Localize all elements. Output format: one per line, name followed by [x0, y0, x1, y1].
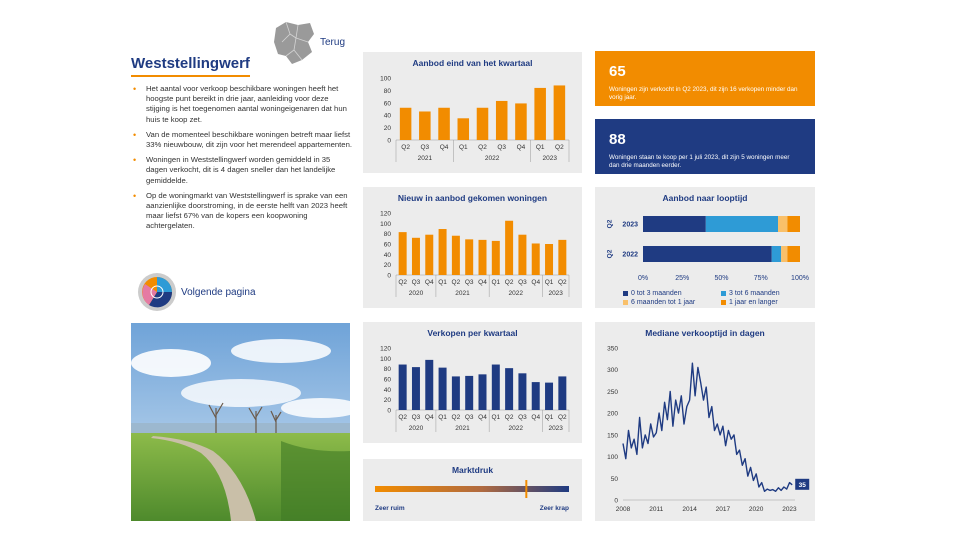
next-page-icon[interactable] [137, 272, 177, 312]
gauge-marker [525, 480, 527, 498]
x-tick-label: Q2 [398, 279, 407, 286]
insight-item: • Op de woningmarkt van Weststellingwerf is sprake van een aanzienlijke doorstroming, in de eerste helft van 2023 heeft maar liefst 67% van de kopers een koopwoning achtergelaten. [131, 191, 353, 232]
bar [412, 238, 420, 275]
y-tick-label: 60 [383, 100, 391, 108]
series-line [623, 363, 792, 491]
x-tick-label: Q1 [438, 279, 447, 286]
panel-aanbod [363, 52, 582, 173]
chart-title: Aanbod eind van het kwartaal [412, 58, 533, 68]
year-label: 2022 [508, 290, 524, 297]
y-tick-label: 40 [383, 112, 391, 120]
y-tick-label: 20 [383, 262, 391, 270]
bar [518, 235, 526, 275]
bar [545, 383, 553, 410]
bar [479, 374, 487, 410]
x-tick-label: Q3 [411, 279, 421, 286]
category-label: 2023 [622, 221, 638, 229]
chart-verkopen [363, 322, 582, 443]
bar [518, 373, 526, 410]
x-tick-label: Q4 [439, 144, 449, 151]
year-label: 2021 [455, 425, 470, 432]
x-tick-label: 2011 [649, 506, 664, 513]
y-tick-label: 0 [387, 407, 391, 415]
x-tick-label: Q2 [451, 279, 461, 286]
legend-item [721, 299, 778, 306]
panel-mediaan [595, 322, 815, 521]
chart-nieuw [363, 187, 582, 308]
bar [465, 239, 473, 275]
x-tick-label: Q2 [451, 414, 461, 421]
x-tick-label: Q2 [504, 279, 514, 286]
panel-looptijd [595, 187, 815, 308]
x-tick-label: Q3 [411, 414, 421, 421]
legend-item [623, 299, 695, 306]
y-tick-label: 80 [383, 366, 391, 374]
bar [400, 108, 412, 140]
kpi-value: 88 [609, 131, 626, 148]
x-tick-label: Q4 [478, 414, 487, 421]
x-tick-label: Q2 [398, 414, 407, 421]
y-tick-label: 60 [383, 241, 391, 249]
x-tick-label: Q3 [497, 144, 507, 151]
year-label: 2021 [417, 155, 433, 162]
bar [425, 360, 433, 410]
bar-segment [643, 216, 706, 232]
x-tick-label: Q4 [424, 279, 434, 286]
kpi-for-sale [595, 119, 815, 174]
region-title: Weststellingwerf [131, 55, 250, 72]
bar [554, 85, 566, 140]
y-tick-label: 300 [607, 367, 618, 375]
chart-title: Verkopen per kwartaal [427, 328, 518, 338]
x-tick-label: 2020 [748, 506, 764, 513]
x-tick-label: Q1 [535, 144, 545, 151]
next-page-link[interactable]: Volgende pagina [181, 287, 256, 298]
y-tick-label: 100 [380, 355, 391, 363]
bar-segment [706, 216, 778, 232]
category-prefix: Q2 [606, 249, 614, 259]
gauge-max-label: Zeer krap [539, 505, 569, 512]
bar-segment [772, 246, 781, 262]
year-label: 2023 [542, 155, 558, 162]
y-tick-label: 200 [607, 410, 618, 418]
bar [458, 118, 470, 140]
x-tick-label: 2017 [715, 506, 731, 513]
chart-marktdruk [363, 459, 582, 521]
y-tick-label: 120 [380, 345, 391, 353]
x-tick-label: Q1 [438, 414, 447, 421]
x-tick-label: Q4 [478, 279, 487, 286]
panel-nieuw [363, 187, 582, 308]
legend-label: 0 tot 3 maanden [631, 290, 682, 297]
x-tick-label: Q2 [478, 144, 487, 151]
y-tick-label: 100 [380, 75, 391, 83]
bar [505, 221, 513, 275]
x-tick-label: Q1 [491, 414, 501, 421]
x-tick-label: Q3 [518, 414, 527, 421]
y-tick-label: 40 [383, 251, 391, 259]
x-tick-label: Q3 [464, 279, 474, 286]
y-tick-label: 100 [380, 220, 391, 228]
x-tick-label: Q4 [531, 414, 541, 421]
bar [477, 108, 489, 140]
x-tick-label: Q1 [491, 279, 501, 286]
x-tick-label: Q4 [424, 414, 434, 421]
bar [492, 365, 500, 410]
x-tick-label: 2014 [682, 506, 697, 513]
bar [452, 376, 460, 410]
region-map-icon[interactable] [272, 20, 318, 66]
chart-title: Aanbod naar looptijd [662, 193, 748, 203]
chart-mediaan [595, 322, 815, 521]
x-tick-label: Q2 [558, 279, 567, 286]
category-label: 2022 [622, 251, 638, 259]
y-tick-label: 120 [380, 210, 391, 218]
legend-item [623, 290, 682, 297]
bar-segment [778, 216, 787, 232]
y-tick-label: 20 [383, 397, 391, 405]
bar-segment [643, 246, 772, 262]
kpi-sold [595, 51, 815, 106]
x-tick-label: Q4 [516, 144, 526, 151]
bar [558, 376, 566, 410]
x-tick-label: Q2 [504, 414, 514, 421]
bar [515, 103, 527, 140]
y-tick-label: 20 [383, 125, 391, 133]
bar [439, 229, 447, 275]
bar-segment [787, 246, 800, 262]
legend-label: 3 tot 6 maanden [729, 290, 780, 297]
y-tick-label: 80 [383, 87, 391, 95]
category-prefix: Q2 [606, 219, 614, 229]
bar [439, 368, 447, 410]
chart-aanbod [363, 52, 582, 173]
kpi-text: Woningen staan te koop per 1 juli 2023, dit zijn 5 woningen meer dan drie maanden eerder. [609, 154, 790, 169]
x-tick-label: Q1 [458, 144, 468, 151]
x-tick-label: 0% [637, 275, 649, 282]
year-label: 2020 [408, 425, 424, 432]
kpi-text: Woningen zijn verkocht in Q2 2023, dit zijn 16 verkopen minder dan vorig jaar. [609, 86, 798, 101]
panel-marktdruk [363, 459, 582, 521]
year-label: 2023 [548, 425, 563, 432]
insight-item: • Woningen in Weststellingwerf worden gemiddeld in 35 dagen verkocht, dit is 4 dagen sneller dan het landelijke gemiddelde. [131, 155, 353, 186]
panel-verkopen [363, 322, 582, 443]
year-label: 2021 [455, 290, 470, 297]
year-label: 2022 [484, 155, 500, 162]
chart-title: Mediane verkooptijd in dagen [645, 328, 765, 338]
bar [545, 244, 553, 275]
legend-swatch [623, 300, 628, 305]
bar-segment [781, 246, 787, 262]
legend-swatch [721, 300, 726, 305]
x-tick-label: Q3 [518, 279, 527, 286]
bar [532, 382, 540, 410]
chart-title: Nieuw in aanbod gekomen woningen [397, 193, 548, 203]
insight-list [131, 84, 353, 237]
y-tick-label: 350 [607, 345, 618, 353]
y-tick-label: 0 [614, 497, 618, 505]
x-tick-label: 50% [714, 275, 729, 282]
bar [399, 365, 407, 410]
bar-segment [787, 216, 800, 232]
bar [452, 236, 460, 275]
x-tick-label: Q2 [555, 144, 564, 151]
x-tick-label: Q3 [420, 144, 430, 151]
y-tick-label: 250 [607, 388, 618, 396]
year-label: 2022 [508, 425, 524, 432]
bar [412, 367, 420, 410]
end-label: 35 [798, 481, 806, 489]
legend-label: 6 maanden tot 1 jaar [631, 299, 696, 306]
legend-swatch [623, 291, 628, 296]
bar [438, 108, 450, 140]
x-tick-label: 2023 [782, 506, 797, 513]
bar [496, 101, 508, 140]
x-tick-label: 75% [753, 275, 768, 282]
landscape-photo [131, 323, 350, 521]
insight-item: • Het aantal voor verkoop beschikbare woningen heeft het hoogste punt bereikt in drie jaar, aanleiding voor deze stijging is het toegenomen aantal woningeigenaren dat hun huis te koop zet. [131, 84, 353, 125]
legend-swatch [721, 291, 726, 296]
gauge-bar [375, 486, 569, 492]
y-tick-label: 150 [607, 432, 618, 440]
y-tick-label: 100 [607, 454, 618, 462]
x-tick-label: 25% [675, 275, 690, 282]
x-tick-label: 100% [791, 275, 809, 282]
y-tick-label: 50 [610, 475, 618, 483]
y-tick-label: 40 [383, 386, 391, 394]
y-tick-label: 60 [383, 376, 391, 384]
bar [534, 88, 546, 140]
x-tick-label: 2008 [615, 506, 631, 513]
legend-item [721, 290, 780, 297]
x-tick-label: Q2 [401, 144, 410, 151]
bar [465, 376, 473, 410]
bar [419, 111, 431, 140]
bar [479, 240, 487, 275]
x-tick-label: Q2 [558, 414, 567, 421]
bar [505, 368, 513, 410]
x-tick-label: Q1 [544, 414, 554, 421]
insight-item: • Van de momenteel beschikbare woningen betreft maar liefst 33% nieuwbouw, dit zijn voor het merendeel appartementen. [131, 130, 353, 150]
x-tick-label: Q1 [544, 279, 554, 286]
year-label: 2020 [408, 290, 424, 297]
bar [425, 235, 433, 275]
x-tick-label: Q3 [464, 414, 474, 421]
y-tick-label: 0 [387, 137, 391, 145]
bar [532, 243, 540, 275]
bar [558, 240, 566, 275]
legend-label: 1 jaar en langer [729, 299, 778, 306]
gauge-min-label: Zeer ruim [375, 505, 405, 512]
chart-title: Marktdruk [451, 465, 494, 475]
bar [399, 232, 407, 275]
year-label: 2023 [548, 290, 563, 297]
back-link[interactable]: Terug [320, 37, 346, 48]
y-tick-label: 80 [383, 231, 391, 239]
x-tick-label: Q4 [531, 279, 541, 286]
y-tick-label: 0 [387, 272, 391, 280]
kpi-value: 65 [609, 63, 626, 80]
bar [492, 241, 500, 275]
title-underline [131, 75, 250, 77]
